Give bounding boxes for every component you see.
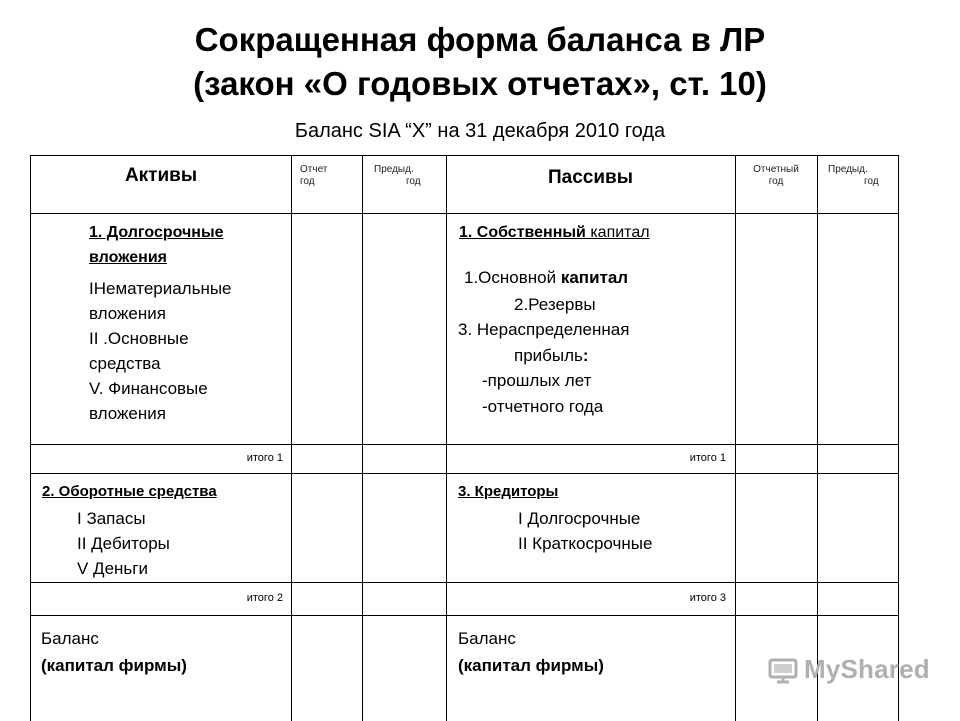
liabilities-balance: Баланс (капитал фирмы) bbox=[458, 629, 604, 675]
slide-title bbox=[0, 18, 960, 106]
prev-year-header: Предыд. год bbox=[374, 164, 421, 187]
cash-label: V Деньги bbox=[77, 559, 148, 578]
current-assets-section: 2. Оборотные средства bbox=[42, 483, 217, 500]
row-divider bbox=[31, 582, 899, 583]
current-year-label: -отчетного года bbox=[482, 397, 604, 416]
creditors-items bbox=[518, 506, 652, 556]
row-divider bbox=[31, 213, 899, 214]
balance-subtitle: Баланс SIA “X” на 31 декабря 2010 года bbox=[294, 120, 666, 142]
row-divider bbox=[31, 473, 899, 474]
reserves-label: 2.Резервы bbox=[514, 295, 596, 314]
long-term-creditors-label: I Долгосрочные bbox=[518, 509, 641, 528]
report-year-header: Отчет год bbox=[300, 164, 328, 187]
assets-total-1: итого 1 bbox=[246, 452, 283, 464]
creditors-section: 3. Кредиторы bbox=[458, 483, 559, 500]
liabilities-total-3: итого 3 bbox=[689, 592, 726, 604]
short-term-creditors-label: II Краткосрочные bbox=[518, 534, 653, 553]
liabilities-total-1: итого 1 bbox=[689, 452, 726, 464]
assets-total-2: итого 2 bbox=[246, 592, 283, 604]
column-divider bbox=[817, 156, 818, 721]
prior-years-label: -прошлых лет bbox=[482, 371, 592, 390]
watermark-text: MyShared bbox=[804, 654, 930, 684]
current-assets-items bbox=[77, 506, 170, 581]
equity-section: 1. Собственный капитал bbox=[459, 224, 650, 241]
inventory-label: I Запасы bbox=[77, 509, 146, 528]
assets-header: Активы bbox=[124, 165, 198, 186]
assets-balance: Баланс (капитал фирмы) bbox=[41, 629, 187, 675]
row-divider bbox=[31, 444, 899, 445]
profit-label: прибыль: bbox=[514, 346, 589, 365]
title-line-2: (закон «О годовых отчетах», ст. 10) bbox=[193, 65, 767, 102]
column-divider bbox=[362, 156, 363, 721]
report-year-header-right: Отчетный год bbox=[753, 164, 799, 187]
column-divider bbox=[735, 156, 736, 721]
retained-earnings-label: 3. Нераспределенная bbox=[458, 320, 630, 339]
intangible-assets-label: IНематериальные вложения II .Основные средства V. Финансовые вложения bbox=[89, 279, 232, 423]
myshared-watermark bbox=[768, 654, 930, 685]
balance-table bbox=[30, 155, 899, 721]
presentation-icon bbox=[768, 656, 798, 684]
liabilities-header: Пассивы bbox=[548, 167, 633, 188]
row-divider bbox=[31, 615, 899, 616]
title-line-1: Сокращенная форма баланса в ЛР bbox=[194, 21, 766, 58]
long-term-assets: 1. Долгосрочные вложения IНематериальные вложения II .Основные средства V. Финансовые вложения bbox=[89, 220, 289, 426]
column-divider bbox=[446, 156, 447, 721]
share-capital-label: 1.Основной капитал bbox=[464, 268, 629, 287]
prev-year-header-right: Предыд. год bbox=[828, 164, 879, 187]
column-divider bbox=[898, 156, 899, 721]
column-divider bbox=[291, 156, 292, 721]
debtors-label: II Дебиторы bbox=[77, 534, 170, 553]
